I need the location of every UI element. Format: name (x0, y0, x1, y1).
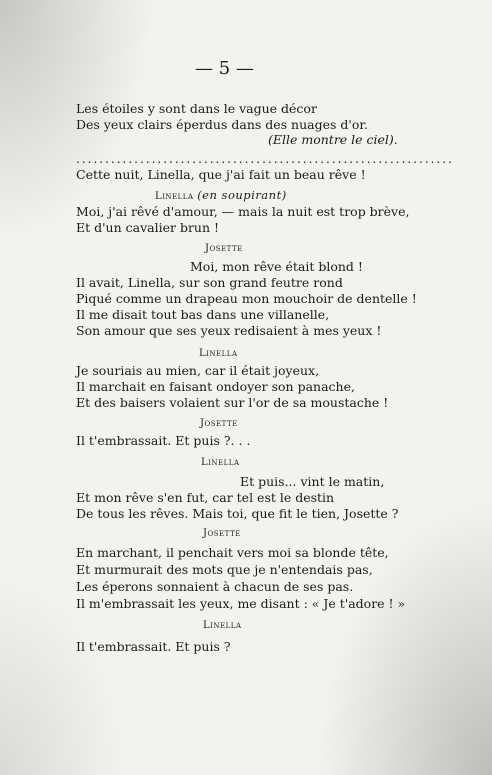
speaker-linella: Linella (201, 457, 240, 468)
speaker-linella: Linella (199, 348, 238, 359)
speaker-name (155, 188, 287, 202)
verse-line: Et puis... vint le matin, (240, 474, 385, 489)
verse-line: Cette nuit, Linella, que j'ai fait un beau rêve ! (76, 167, 366, 182)
verse-line: Et des baisers volaient sur l'or de sa moustache ! (76, 395, 389, 410)
page-number: — 5 — (195, 58, 254, 79)
stage-direction: (Elle montre le ciel). (268, 132, 398, 147)
verse-line: Moi, j'ai rêvé d'amour, — mais la nuit est trop brève, (76, 204, 410, 219)
speaker-note: (en soupirant) (197, 188, 287, 202)
speaker-josette: Josette (203, 528, 241, 539)
speaker-josette: Josette (200, 418, 238, 429)
verse-line: Et mon rêve s'en fut, car tel est le destin (76, 490, 335, 505)
verse-line: Il t'embrassait. Et puis ? (76, 639, 231, 654)
verse-line: Il m'embrassait les yeux, me disant : « Je t'adore ! » (76, 596, 406, 611)
ellipsis-divider: ................................................................. (76, 152, 454, 166)
verse-line: Piqué comme un drapeau mon mouchoir de dentelle ! (76, 291, 417, 306)
verse-line: Je souriais au mien, car il était joyeux, (76, 363, 320, 378)
speaker-josette: Josette (205, 243, 243, 254)
verse-line: Les éperons sonnaient à chacun de ses pas. (76, 579, 354, 594)
verse-line: De tous les rêves. Mais toi, que fit le tien, Josette ? (76, 506, 399, 521)
verse-line: Il marchait en faisant ondoyer son panache, (76, 379, 355, 394)
verse-line: Il avait, Linella, sur son grand feutre rond (76, 275, 343, 290)
verse-line: Il me disait tout bas dans une villanelle, (76, 307, 330, 322)
verse-line: Il t'embrassait. Et puis ?. . . (76, 433, 251, 448)
verse-line: Des yeux clairs éperdus dans des nuages d'or. (76, 117, 368, 132)
verse-line: Son amour que ses yeux redisaient à mes yeux ! (76, 323, 382, 338)
speaker-linella: Linella (155, 191, 194, 202)
speaker-linella: Linella (203, 620, 242, 631)
verse-line: Et murmurait des mots que je n'entendais pas, (76, 562, 373, 577)
verse-line: En marchant, il penchait vers moi sa blonde tête, (76, 545, 389, 560)
verse-line: Les étoiles y sont dans le vague décor (76, 101, 317, 116)
verse-line: Moi, mon rêve était blond ! (190, 259, 363, 274)
verse-line: Et d'un cavalier brun ! (76, 220, 220, 235)
